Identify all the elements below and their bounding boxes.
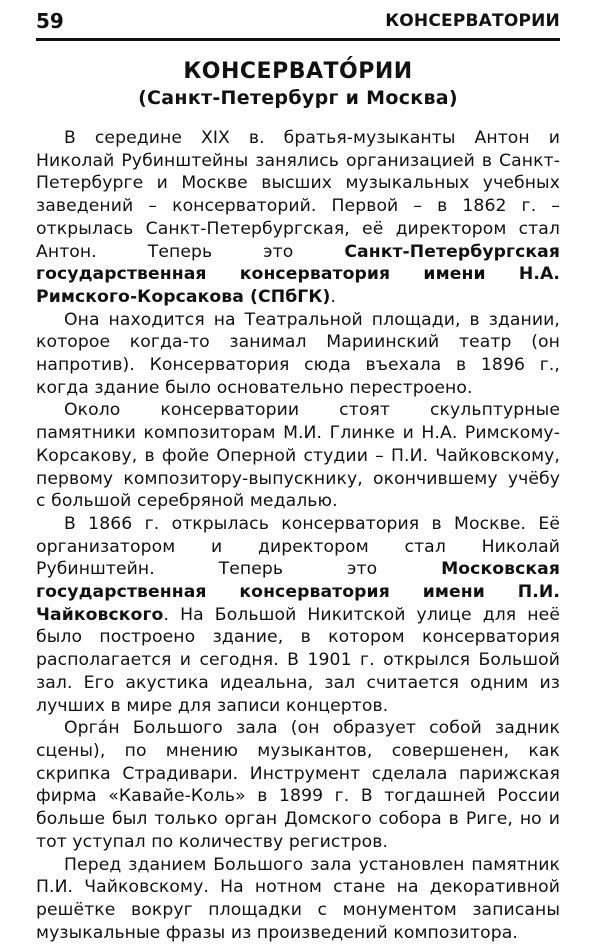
text-run: . xyxy=(330,287,336,307)
bold-text: Московская государственная консерватория имени П.И. Чайковского xyxy=(36,559,560,624)
paragraph xyxy=(36,309,560,400)
bold-text: Санкт-Петербургская государственная консерватория имени Н.А. Римского-Корсакова (СПбГК) xyxy=(36,242,560,307)
page-number: 59 xyxy=(36,8,64,34)
text-run: В середине XIX в. братья-музыканты Антон и Николай Рубинштейны занялись организацией в Санкт-Петербурге и Москве высших музыкальных учебных заведений – консерваторий. Первой – в 1862 г. – открылась Санкт-Петербургская, её директором стал Антон. Теперь это xyxy=(36,128,560,262)
text-run: Около консерватории стоят скульптурные памятники композиторам М.И. Глинке и Н.А. Римскому-Корсакову, в фойе Оперной студии – П.И. Чайковскому, первому композитору-выпускнику, окончившему учёбу с большой серебряной медалью. xyxy=(36,400,560,511)
text-run: Она находится на Театральной площади, в здании, которое когда-то занимал Мариинский театр (он напротив). Консерватория сюда въехала в 1896 г., когда здание было основательно перестроено. xyxy=(36,310,560,398)
article-title-block xyxy=(36,59,560,111)
paragraph xyxy=(36,717,560,853)
text-run: Перед зданием Большого зала установлен памятник П.И. Чайковскому. На нотном стане на декоративной решётке вокруг площадки с монументом записаны музыкальные фразы из произведений композитора. xyxy=(36,855,560,943)
text-run: . На Большой Никитской улице для неё было построено здание, в котором консерватория располагается и сегодня. В 1901 г. открылся Большой зал. Его акустика идеальна, зал считается одним из лучших в мире для записи концертов. xyxy=(36,605,560,716)
running-title: КОНСЕРВАТОРИИ xyxy=(385,8,560,34)
paragraph xyxy=(36,854,560,944)
paragraph xyxy=(36,127,560,309)
text-run: Орга́н Большого зала (он образует собой задник сцены), по мнению музыкантов, совершенен, как скрипка Страдивари. Инструмент сделала парижская фирма «Кавайе-Коль» в 1899 г. В тогдашней России больше был только орган Домского собора в Риге, но и тот уступал по количеству регистров. xyxy=(36,718,560,852)
paragraph xyxy=(36,513,560,717)
article-subtitle: (Санкт-Петербург и Москва) xyxy=(36,85,560,111)
page-header xyxy=(36,0,560,41)
article-body xyxy=(36,127,560,944)
article-title: КОНСЕРВАТО́РИИ xyxy=(36,59,560,85)
text-run: В 1866 г. открылась консерватория в Москве. Её организатором и директором стал Николай Рубинштейн. Теперь это xyxy=(36,514,560,579)
paragraph xyxy=(36,399,560,513)
